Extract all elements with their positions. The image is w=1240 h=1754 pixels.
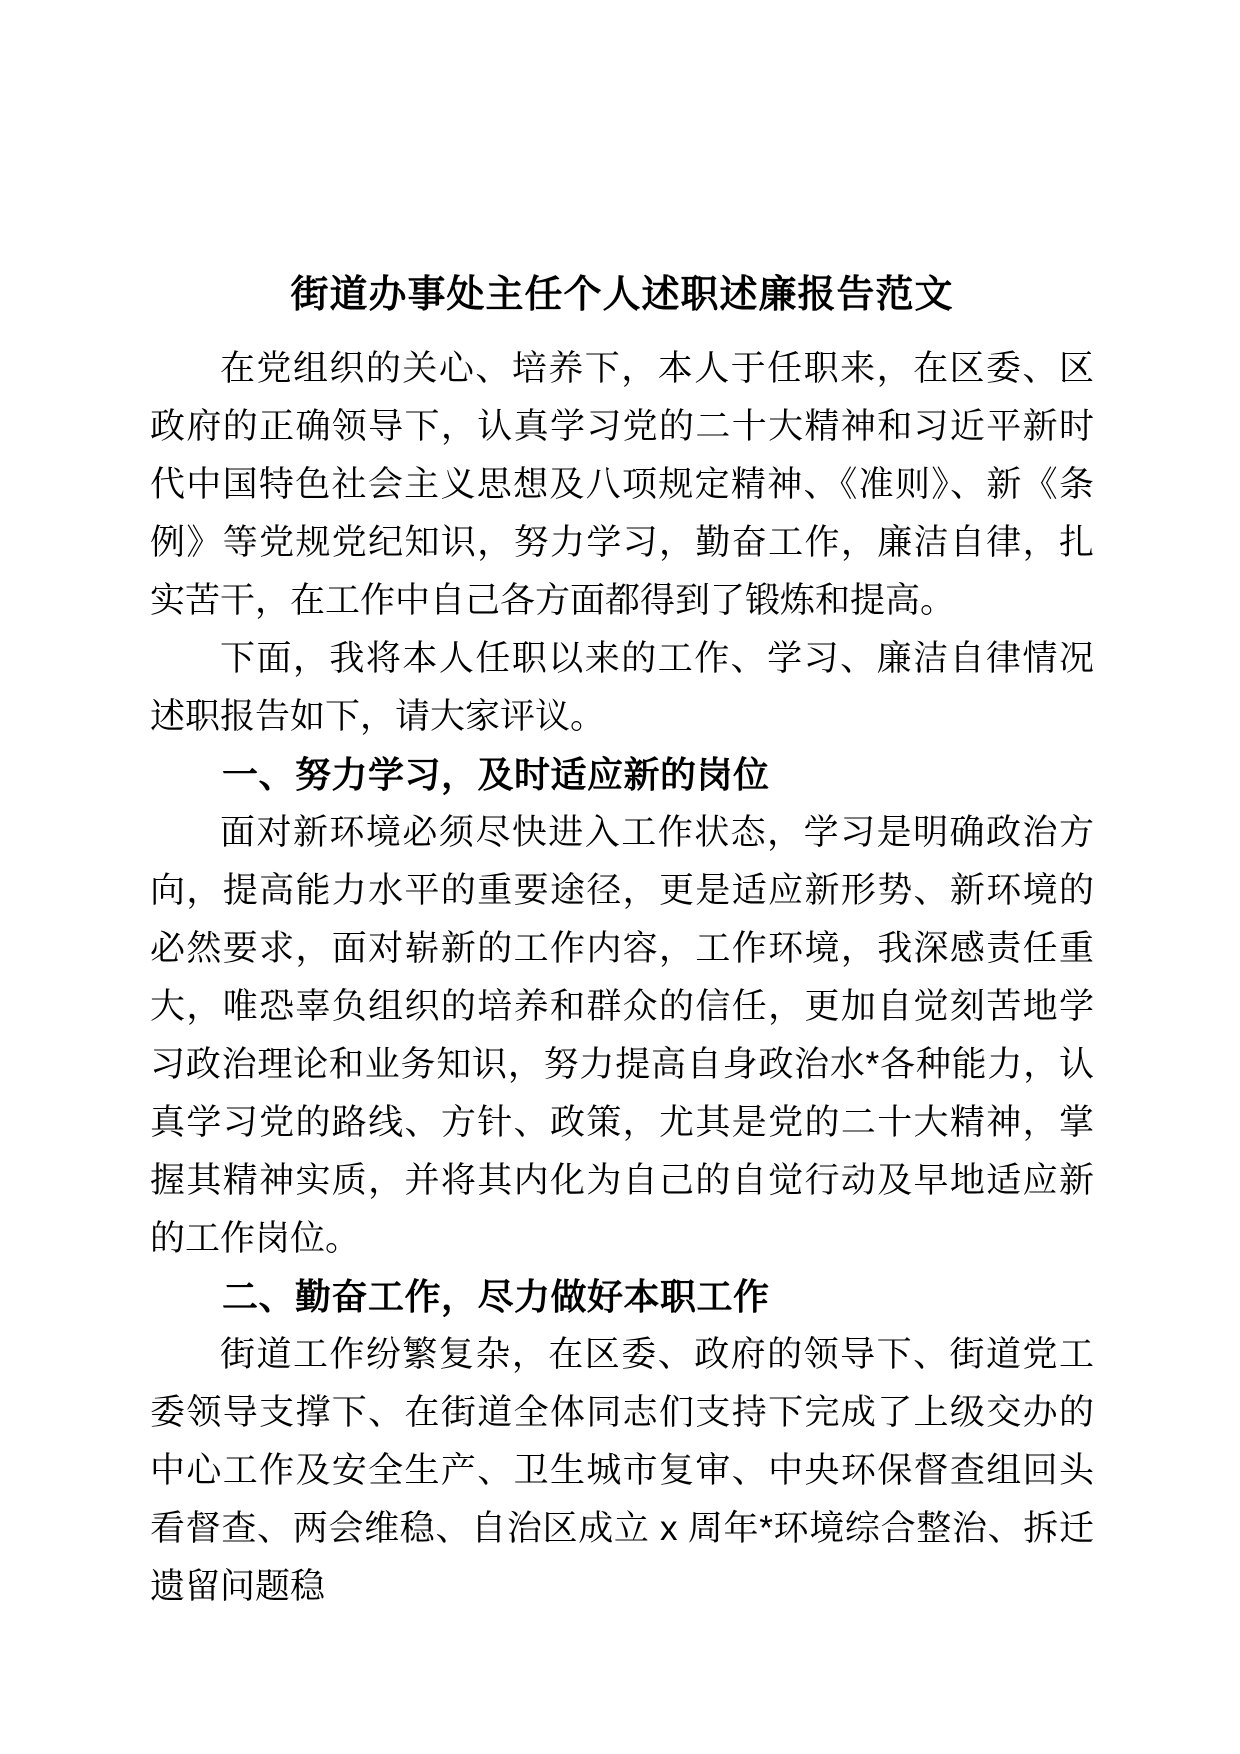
section-heading-2: 二、勤奋工作，尽力做好本职工作 xyxy=(222,1276,770,1317)
paragraph-intro: 在党组织的关心、培养下，本人于任职来，在区委、区政府的正确领导下，认真学习党的二十大精神和习近平新时代中国特色社会主义思想及八项规定精神、《准则》、新《条例》等党规党纪知识，努力学习，勤奋工作，廉洁自律，扎实苦干，在工作中自己各方面都得到了锻炼和提高。 xyxy=(150,349,1094,620)
section-heading-1: 一、努力学习，及时适应新的岗位 xyxy=(222,754,770,795)
paragraph-section-1: 面对新环境必须尽快进入工作状态，学习是明确政治方向，提高能力水平的重要途径，更是适应新形势、新环境的必然要求，面对崭新的工作内容，工作环境，我深感责任重大，唯恐辜负组织的培养和群众的信任，更加自觉刻苦地学习政治理论和业务知识，努力提高自身政治水*各种能力，认真学习党的路线、方针、政策，尤其是党的二十大精神，掌握其精神实质，并将其内化为自己的自觉行动及早地适应新的工作岗位。 xyxy=(150,813,1094,1258)
paragraph-lead-in: 下面，我将本人任职以来的工作、学习、廉洁自律情况述职报告如下，请大家评议。 xyxy=(150,639,1094,736)
document-title: 街道办事处主任个人述职述廉报告范文 xyxy=(290,274,954,316)
paragraph-section-2: 街道工作纷繁复杂，在区委、政府的领导下、街道党工委领导支撑下、在街道全体同志们支持下完成了上级交办的中心工作及安全生产、卫生城市复审、中央环保督查组回头看督查、两会维稳、自治区成立 x 周年*环境综合整治、拆迁遗留问题稳 xyxy=(150,1335,1094,1606)
